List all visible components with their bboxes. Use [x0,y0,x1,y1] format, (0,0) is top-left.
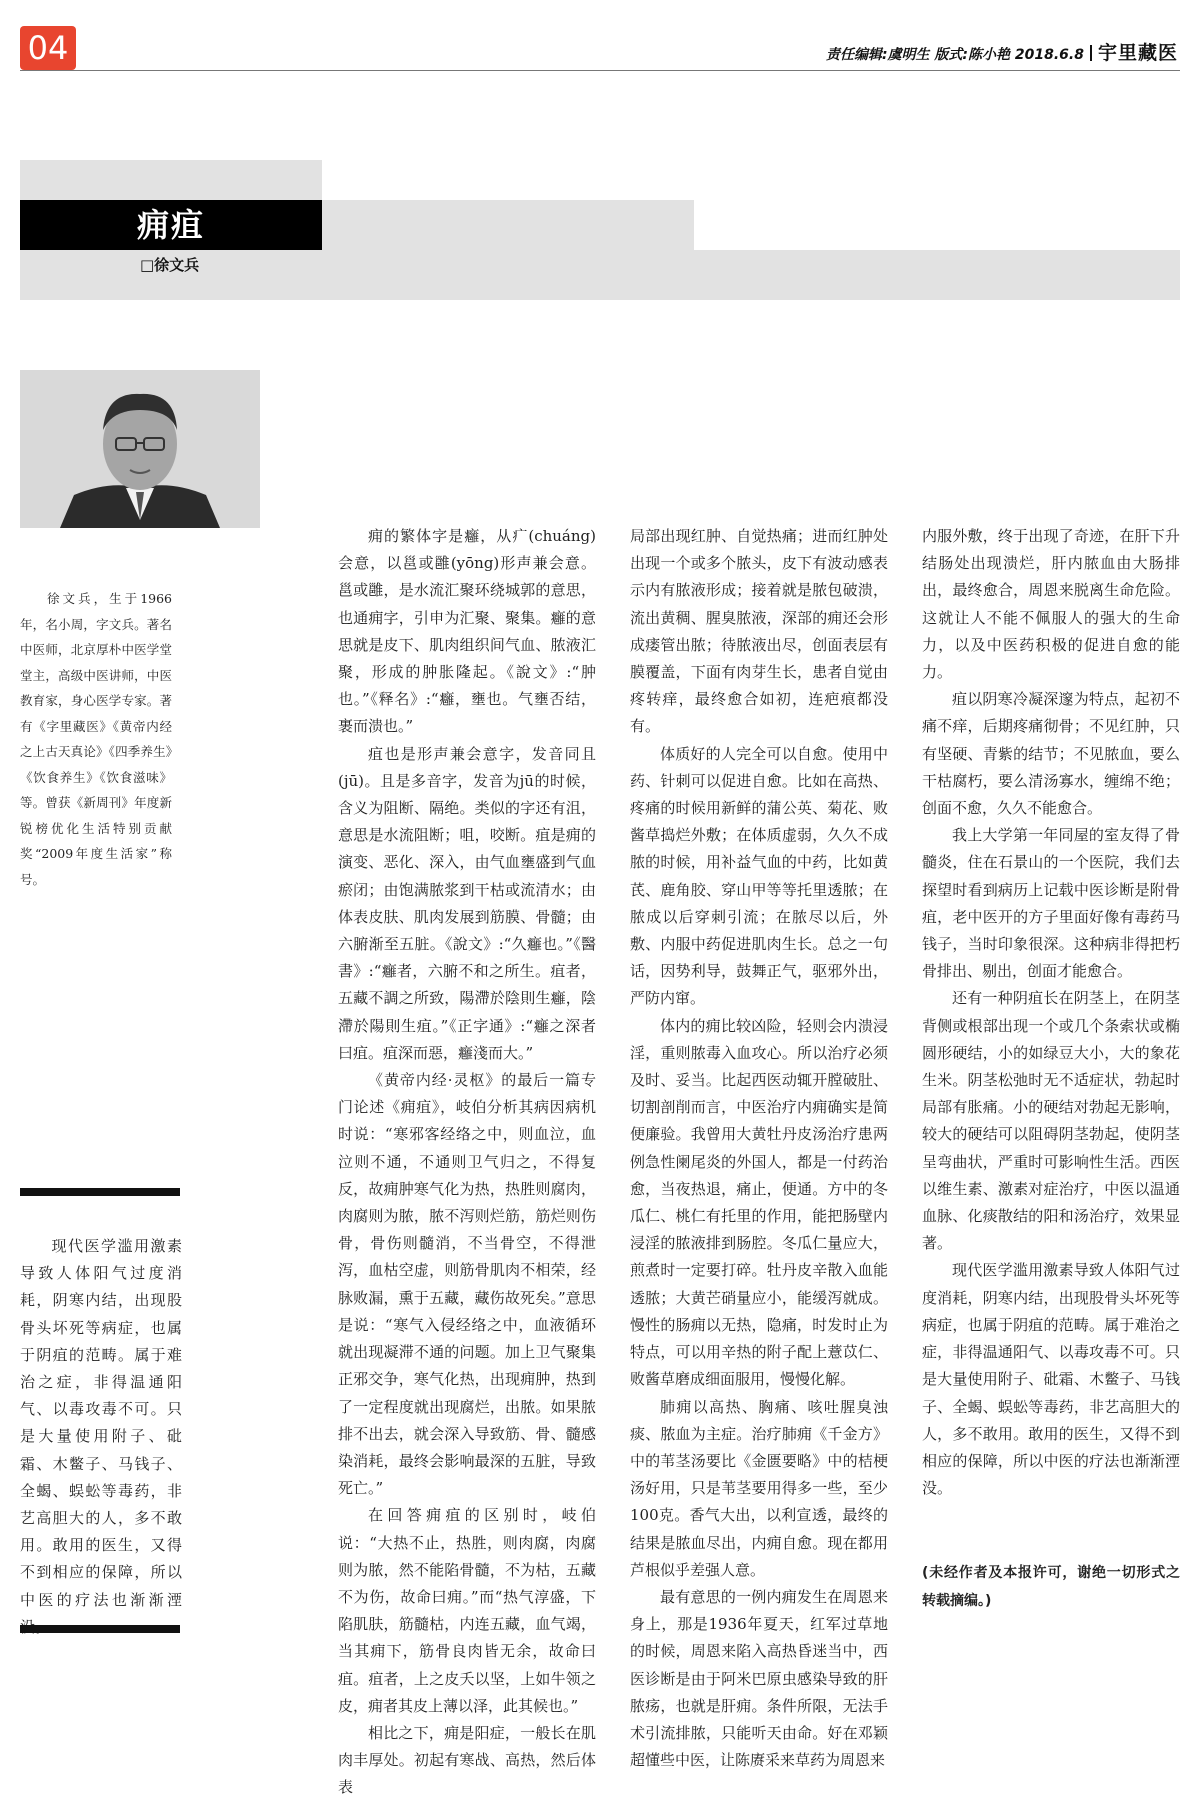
pull-quote [20,1233,182,1641]
title-band [20,160,322,200]
article-column-1 [338,523,596,1797]
paragraph: 最有意思的一例内痈发生在周恩来身上，那是1936年夏天，红军过草地的时候，周恩来陷入高热昏迷当中，西医诊断是由于阿米巴原虫感染导致的肝脓疡，也就是肝痈。条件所限，无法手术引流排脓，只能听天由命。好在邓颖超懂些中医，让陈赓采来草药为周恩来 [630,1587,888,1770]
editor-credits: 责任编辑:虞明生 版式:陈小艳 2018.6.8 [825,47,1084,63]
paragraph: 我上大学第一年同屋的室友得了骨髓炎，住在石景山的一个医院，我们去探望时看到病历上记载中医诊断是附骨疽，老中医开的方子里面好像有毒药马钱子，当时印象很深。这种病非得把朽骨排出、剔出，创面才能愈合。 [922,826,1180,981]
paragraph: 肺痈以高热、胸痛、咳吐腥臭浊痰、脓血为主症。治疗肺痈《千金方》中的苇茎汤要比《金匮要略》中的桔梗汤好用，只是苇茎要用得多一些，至少100克。香气大出，以利宣透，最终的结果是脓血尽出，内痈自愈。现在都用芦根似乎差强人意。 [630,1397,888,1579]
author-byline: □徐文兵 [140,256,200,274]
paragraph: 体内的痈比较凶险，轻则会内溃浸淫，重则脓毒入血攻心。所以治疗必须及时、妥当。比起西医动辄开膛破肚、切割剖削而言，中医治疗内痈确实是简便廉验。我曾用大黄牡丹皮汤治疗患两例急性阑尾炎的外国人，都是一付药治愈，当夜热退，痛止，便通。方中的冬瓜仁、桃仁有托里的作用，能把肠壁内浸淫的脓液排到肠腔。冬瓜仁量应大，煎煮时一定要打碎。牡丹皮辛散入血能透脓；大黄芒硝量应小，能缓泻就成。慢性的肠痈以无热，隐痛，时发时止为特点，可以用辛热的附子配上薏苡仁、败酱草磨成细面服用，慢慢化解。 [630,1016,888,1389]
bio-text: 徐文兵，生于1966年，名小周，字文兵。著名中医师，北京厚朴中医学堂堂主，高级中医讲师，中医教育家，身心医学专家。著有《字里藏医》《黄帝内经之上古天真论》《四季养生》《饮食养生》《饮食滋味》等。曾获《新周刊》年度新锐榜优化生活特别贡献奖“2009年度生活家”称号。 [20,591,172,887]
pullquote-rule-top [20,1188,180,1196]
pullquote-rule-bottom [20,1625,180,1633]
pullquote-text: 现代医学滥用激素导致人体阳气过度消耗，阴寒内结，出现股骨头坏死等病症，也属于阴疽的范畴。属于难治之症，非得温通阳气、以毒攻毒不可。只是大量使用附子、砒霜、木鳖子、马钱子、全蝎、蜈蚣等毒药，非艺高胆大的人，多不敢用。敢用的医生，又得不到相应的保障，所以中医的疗法也渐渐湮 [20,1237,182,1609]
paragraph: 在回答痈疽的区别时，岐伯说：“大热不止，热胜，则肉腐，肉腐则为脓，然不能陷骨髓，不为枯，五藏不为伤，故命曰痈。”而“热气淳盛，下陷肌肤，筋髓枯，内连五藏，血气竭，当其痈下，筋骨良肉皆无余，故命曰疽。疽者，上之皮夭以坚，上如牛领之皮，痈者其皮上薄以泽，此其候也。” [338,1506,596,1715]
paragraph: 疽以阴寒冷凝深邃为特点，起初不痛不痒，后期疼痛彻骨；不见红肿，只有坚硬、青紫的结节；不见脓血，要么干枯腐朽，要么清汤寡水，缠绵不绝；创面不愈，久久不能愈合。 [922,690,1180,818]
page-header [826,38,1178,65]
paragraph: 《黄帝内经·灵枢》的最后一篇专门论述《痈疽》，岐伯分析其病因病机时说：“寒邪客经络之中，则血泣，血泣则不通，不通则卫气归之，不得复反，故痈肿寒气化为热，热胜则腐肉，肉腐则为脓，脓不泻则烂筋，筋烂则伤骨，骨伤则髓消，不当骨空，不得泄泻，血枯空虚，则筋骨肌肉不相荣，经脉败漏，熏于五藏，藏伤故死矣。”意思是说：“寒气入侵经络之中，血液循环就出现凝滞不通的问题。加上卫气聚集正邪交争，寒气化热，出现痈肿，热到了一定程度就出现腐烂，出脓。如果脓排不出去，就会深入导致筋、骨、髓感染消耗，最终会影响最深的五脏，导致死亡。” [338,1071,596,1498]
author-bio [20,586,172,892]
paragraph: 内服外敷，终于出现了奇迹，在肝下升结肠处出现溃烂，肝内脓血由大肠排出，最终愈合，周恩来脱离生命危险。这就让人不能不佩服人的强大的生命力，以及中医药积极的促进自愈的能力。 [922,527,1180,682]
paragraph: 局部出现红肿、自觉热痛；进而红肿处出现一个或多个脓头，皮下有波动感表示内有脓液形成；接着就是脓包破溃，流出黄稠、腥臭脓液，深部的痈还会形成瘘管出脓；待脓液出尽，创面表层有膜覆盖，下面有肉芽生长，患者自觉由疼转痒，最终愈合如初，连疤痕都没有。 [630,527,888,736]
article-column-3 [922,523,1180,1718]
header-divider [1090,45,1092,61]
paragraph: 相比之下，痈是阳症，一般长在肌肉丰厚处。初起有寒战、高热，然后体表 [338,1723,596,1797]
paragraph: 现代医学滥用激素导致人体阳气过度消耗，阴寒内结，出现股骨头坏死等病症，也属于阴疽的范畴。属于难治之症，非得温通阳气、以毒攻毒不可。只是大量使用附子、砒霜、木鳖子、马钱子、全蝎、蜈蚣等毒药，非艺高胆大的人，多不敢用。敢用的医生，又得不到相应的保障，所以中医的疗法也渐渐湮没。 [922,1261,1180,1498]
paragraph: 还有一种阴疽长在阴茎上，在阴茎背侧或根部出现一个或几个条索状或椭圆形硬结，小的如绿豆大小，大的象花生米。阴茎松弛时无不适症状，勃起时局部有胀痛。小的硬结对勃起无影响，较大的硬结可以阻碍阴茎勃起，使阴茎呈弯曲状，严重时可影响性生活。西医以维生素、激素对症治疗，中医以温通血脉、化痰散结的阳和汤治疗，效果显著。 [922,989,1180,1253]
paragraph: 体质好的人完全可以自愈。使用中药、针刺可以促进自愈。比如在高热、疼痛的时候用新鲜的蒲公英、菊花、败酱草捣烂外敷；在体质虚弱，久久不成脓的时候，用补益气血的中药，比如黄芪、鹿角胶、穿山甲等等托里透脓；在脓成以后穿刺引流；在脓尽以后，外敷、内服中药促进肌肉生长。总之一句话，因势利导，鼓舞正气，驱邪外出，严防内窜。 [630,744,888,1008]
header-rule [20,70,1180,71]
article-column-2 [630,523,888,1770]
column-name: 宇里藏医 [1097,42,1178,64]
title-band [322,200,694,250]
page-number: 04 [20,26,76,70]
portrait-image [20,370,260,528]
copyright-notice: (未经作者及本报许可，谢绝一切形式之转载摘编。) [922,1565,1180,1609]
author-portrait [20,370,260,528]
paragraph: 疽也是形声兼会意字，发音同且(jū)。且是多音字，发音为jū的时候，含义为阻断、隔绝。类似的字还有沮，意思是水流阻断；咀，咬断。疽是痈的演变、恶化、深入，由气血壅盛到气血瘀闭；由饱满脓浆到干枯或流清水；由体表皮肤、肌肉发展到筋膜、骨髓；由六腑渐至五脏。《說文》:“久癰也。”《醫書》:“癰者，六腑不和之所生。疽者，五藏不調之所致，陽滯於陰則生癰，陰滯於陽則生疽。”《正字通》:“癰之深者曰疽。疽深而惡，癰淺而大。” [338,744,596,1062]
article-title: 痈疽 [20,200,322,250]
paragraph: 痈的繁体字是癰，从疒(chuáng)会意，以邕或雝(yōng)形声兼会意。邕或雝，是水流汇聚环绕城郭的意思，也通痈字，引申为汇聚、聚集。癰的意思就是皮下、肌肉组织间气血、脓液汇聚，形成的肿胀隆起。《說文》:“肿也。”《释名》:“癰，壅也。气壅否结，裹而溃也。” [338,527,596,736]
